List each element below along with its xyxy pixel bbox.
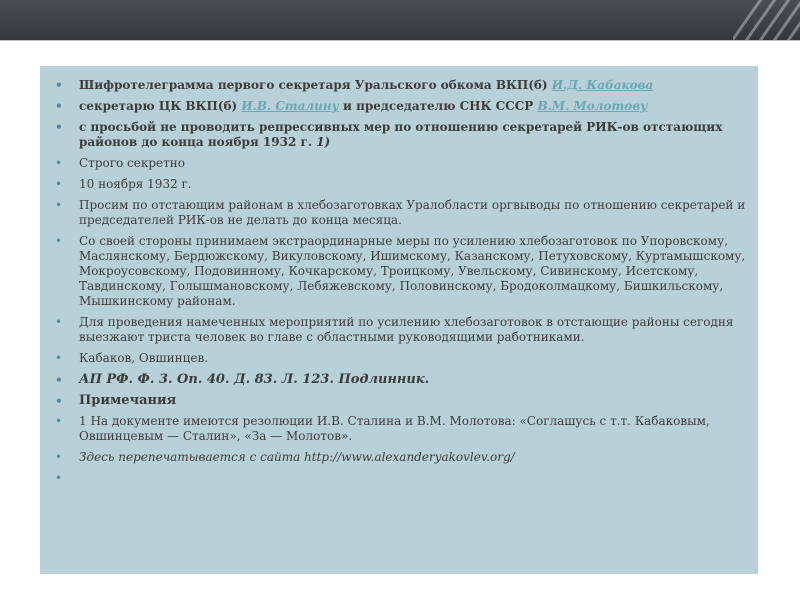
bullet-icon: • [55, 351, 63, 365]
bullet-icon: • [55, 156, 63, 170]
bullet-icon: • [55, 120, 63, 134]
secrecy-label: Строго секретно [79, 156, 186, 170]
bullet-icon: • [55, 99, 63, 113]
footnote-marker: 1) [316, 135, 331, 149]
slide-content [52, 78, 752, 485]
subject-text: с просьбой не проводить репрессивных мер по отношению секретарей РИК-ов отстающих районов до конца ноября 1932 г. [79, 120, 723, 149]
title-bar [0, 0, 800, 40]
bullet-icon: • [55, 78, 63, 92]
paragraph-text: Просим по отстающим районам в хлебозаготовках Уралобласти оргвыводы по отношению секретарей и председателей РИК-ов не делать до конца месяца. [79, 198, 746, 227]
paragraph-text: Для проведения намеченных мероприятий по усилению хлебозаготовок в отстающие районы сегодня выезжают триста человек во главе с областными руководящими работниками. [79, 315, 734, 344]
bullet-icon: • [55, 234, 63, 248]
paragraph-text: Со своей стороны принимаем экстраординарные меры по усилению хлебозаготовок по Упоровскому, Маслянскому, Бердюжскому, Викуловскому, Ишимскому, Казанскому, Петуховскому, Куртамышскому, Мокроусовскому, Подовинному, Кочкарскому, Троицкому, Увельскому, Сивинскому, Исетскому, Тавдинскому, Голышмановскому, Лебяжевскому, Половинскому, Бродоколмацкому, Бишкильскому, Мышкинскому районам. [79, 234, 746, 308]
date-text: 10 ноября 1932 г. [79, 177, 192, 191]
bullet-icon: • [55, 394, 63, 408]
corner-decoration [733, 0, 800, 40]
heading-text: Шифротелеграмма первого секретаря Уральского обкома ВКП(б) [79, 78, 552, 92]
bullet-icon: • [55, 177, 63, 191]
bullet-icon: • [55, 315, 63, 329]
title-bar-divider [0, 40, 800, 41]
source-text: Здесь перепечатывается с сайта http://www.alexanderyakovlev.org/ [79, 450, 515, 464]
list-item [52, 351, 752, 366]
list-item [52, 198, 752, 228]
bullet-icon: • [55, 414, 63, 428]
recipient-text-2: и председателю СНК СССР [338, 99, 538, 113]
note-text: 1 На документе имеются резолюции И.В. Сталина и В.М. Молотова: «Соглашусь с т.т. Кабаковым, Овшинцевым — Сталин», «За — Молотов». [79, 414, 710, 443]
bullet-icon: • [55, 471, 63, 485]
notes-heading: Примечания [79, 393, 177, 408]
list-item [52, 234, 752, 309]
recipient-text: секретарю ЦК ВКП(б) [79, 99, 242, 113]
archive-reference: АП РФ. Ф. 3. Оп. 40. Д. 83. Л. 123. Подлинник. [79, 372, 430, 387]
molotov-link[interactable]: В.М. Молотову [537, 99, 648, 113]
list-item [52, 120, 752, 150]
list-item [52, 156, 752, 171]
list-item [52, 99, 752, 114]
list-item [52, 177, 752, 192]
list-item [52, 393, 752, 409]
list-item [52, 450, 752, 465]
bullet-icon: • [55, 198, 63, 212]
list-item [52, 315, 752, 345]
list-item [52, 78, 752, 93]
list-item [52, 372, 752, 388]
stalin-link[interactable]: И.В. Сталину [241, 99, 339, 113]
signature-text: Кабаков, Овшинцев. [79, 351, 209, 365]
bullet-icon: • [55, 450, 63, 464]
kabakov-link[interactable]: И.Д. Кабакова [551, 78, 654, 92]
list-item [52, 414, 752, 444]
bullet-icon: • [55, 373, 63, 387]
